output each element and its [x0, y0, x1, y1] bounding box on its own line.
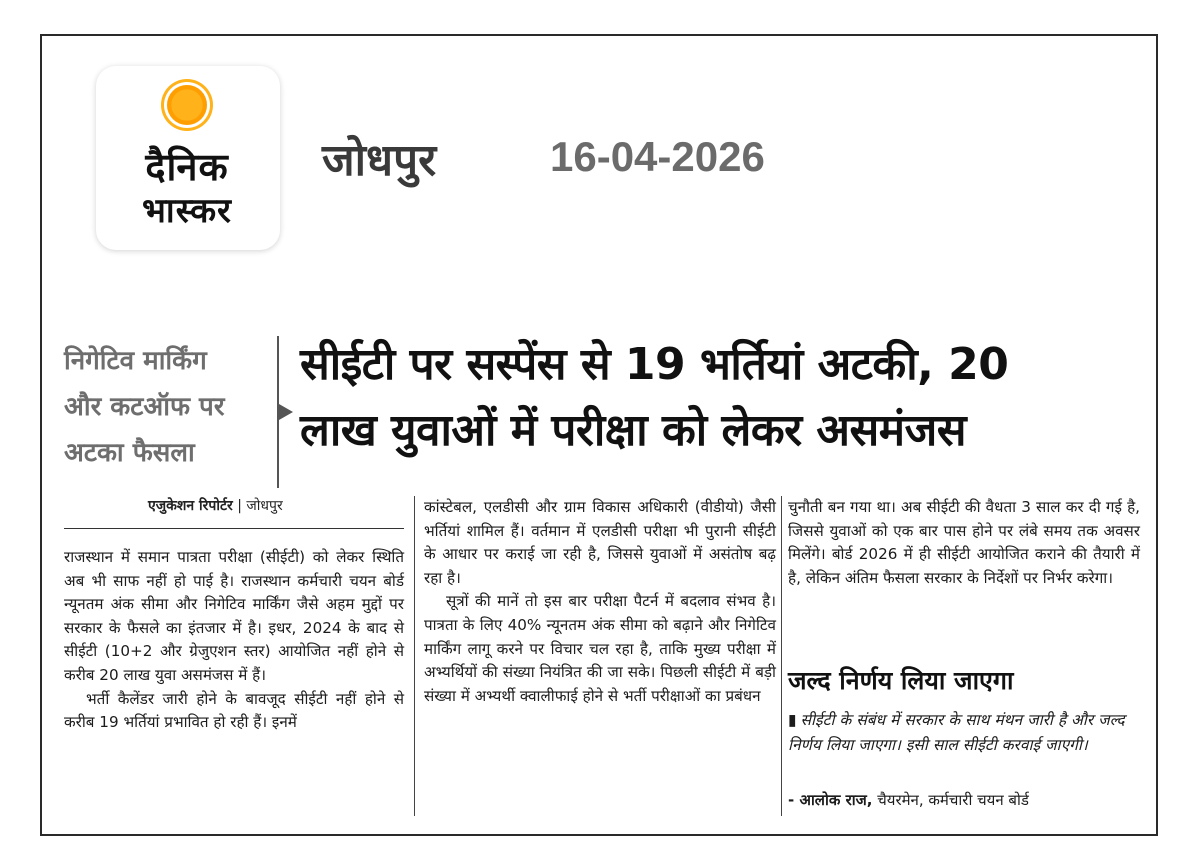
headline: [300, 332, 1150, 464]
kicker-line: निगेटिव मार्किंग: [64, 346, 207, 376]
headline-line: लाख युवाओं में परीक्षा को लेकर असमंजस: [300, 405, 966, 456]
quote-title: चैयरमेन, कर्मचारी चयन बोर्ड: [877, 791, 1029, 809]
edition-city: जोधपुर: [322, 135, 437, 186]
body-column-1: [64, 546, 404, 735]
paragraph: कांस्टेबल, एलडीसी और ग्राम विकास अधिकारी (वीडीयो) जैसी भर्तियां शामिल हैं। वर्तमान में एलडीसी परीक्षा भी पुरानी सीईटी के आधार पर कराई जा रही है, जिससे युवाओं में असंतोष बढ़ रहा है।: [424, 498, 776, 587]
paragraph: राजस्थान में समान पात्रता परीक्षा (सीईटी) को लेकर स्थिति अब भी साफ नहीं हो पाई है। राजस्थान कर्मचारी चयन बोर्ड न्यूनतम अंक सीमा और निगेटिव मार्किंग जैसे अहम मुद्दों पर सरकार के फैसले का इंतजार में है। इधर, 2024 के बाद से सीईटी (10+2 और ग्रेजुएशन स्तर) आयोजित नहीं होने से करीब 20 लाख युवा असमंजस में हैं।: [64, 548, 404, 684]
paragraph: भर्ती कैलेंडर जारी होने के बावजूद सीईटी नहीं होने से करीब 19 भर्तियां प्रभावित हो रही हैं। इनमें: [64, 689, 404, 732]
edition-date: 16-04-2026: [550, 133, 765, 180]
paragraph: चुनौती बन गया था। अब सीईटी की वैधता 3 साल कर दी गई है, जिससे युवाओं को एक बार पास होने पर लंबे समय तक अवसर मिलेंगे। बोर्ड 2026 में ही सीईटी आयोजित कराने की तैयारी में है, लेकिन अंतिम फैसला सरकार के निर्देशों पर निर्भर करेगा।: [788, 498, 1140, 587]
kicker-line: अटका फैसला: [64, 438, 195, 468]
kicker-arrow-icon: [279, 404, 293, 420]
quote-name: - आलोक राज,: [788, 791, 873, 809]
sun-icon: [167, 85, 207, 125]
quote-text: सीईटी के संबंध में सरकार के साथ मंथन जारी है और जल्द निर्णय लिया जाएगा। इसी साल सीईटी करवाई जाएगी।: [788, 711, 1125, 754]
byline: [148, 496, 283, 515]
column-divider: [414, 496, 415, 816]
byline-separator: |: [237, 498, 247, 514]
subhead: जल्द निर्णय लिया जाएगा: [788, 666, 1014, 695]
byline-place: जोधपुर: [246, 498, 283, 514]
kicker-line: और कटऑफ पर: [64, 392, 225, 422]
kicker: [64, 338, 274, 476]
paragraph: सूत्रों की मानें तो इस बार परीक्षा पैटर्न में बदलाव संभव है। पात्रता के लिए 40% न्यूनतम अंक सीमा को बढ़ाने और निगेटिव मार्किंग लागू करने पर विचार चल रहा है, ताकि मुख्य परीक्षा में अभ्यर्थियों की संख्या नियंत्रित की जा सके। पिछली सीईटी में बड़ी संख्या में अभ्यर्थी क्वालीफाई होने से भर्ती परीक्षाओं का प्रबंधन: [424, 592, 776, 705]
quote-bullet-icon: ▮: [788, 711, 797, 729]
body-column-3: [788, 496, 1140, 590]
byline-rule: [64, 528, 404, 529]
headline-line: सीईटी पर सस्पेंस से 19 भर्तियां अटकी, 20: [300, 339, 1009, 390]
quote-attribution: [788, 790, 1140, 810]
byline-reporter: एजुकेशन रिपोर्टर: [148, 498, 233, 514]
column-divider: [781, 496, 782, 816]
logo-word-dainik: दैनिक: [145, 145, 229, 189]
body-column-2: [424, 496, 776, 708]
pull-quote: [788, 708, 1140, 758]
logo-word-bhaskar: भास्कर: [142, 191, 232, 231]
